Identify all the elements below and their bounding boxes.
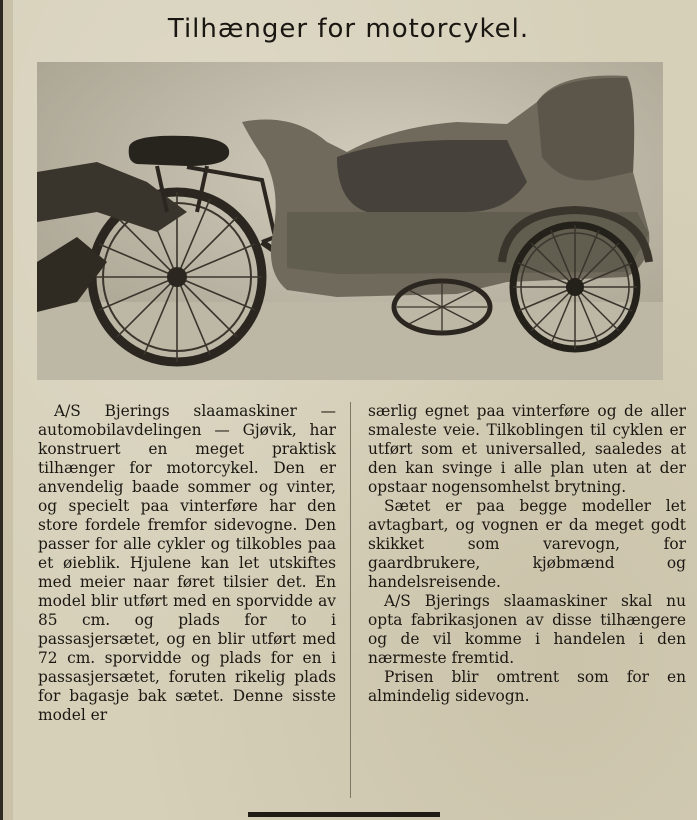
section-end-rule — [248, 812, 440, 817]
article-photo — [37, 62, 663, 380]
motorcycle-trailer-illustration — [37, 62, 663, 380]
column-divider — [350, 402, 351, 798]
paragraph: A/S Bjerings slaamaskiner — automobilavdelingen — Gjøvik, har konstruert en meget praktisk tilhænger for motorcykel. Den er anvendelig baade sommer og vinter, og specielt paa vinterføre har den store fordele fremfor sidevogne. Den passer for alle cykler og tilkobles paa et øieblik. Hjulene kan let utskiftes med meier naar føret tilsier det. En model blir utført med en sporvidde av 85 cm. og plads for to i passasjersætet, og en blir utført med 72 cm. sporvidde og plads for en i passasjersætet, foruten rikelig plads for bagasje bak sætet. Denne sisste model er — [38, 402, 336, 724]
page-margin — [3, 0, 13, 820]
paragraph: særlig egnet paa vinterføre og de aller smaleste veie. Tilkoblingen til cyklen er utført som et universalled, saaledes at den kan svinge i alle plan uten at der opstaar nogensomhelst brytning. — [368, 402, 686, 496]
paragraph: Prisen blir omtrent som for en almindelig sidevogn. — [368, 668, 686, 705]
paragraph: Sætet er paa begge modeller let avtagbart, og vognen er da meget godt skikket som varevogn, for gaardbrukere, kjøbmænd og handelsreisende. — [368, 497, 686, 591]
article-column-left — [38, 402, 336, 725]
article-column-right — [368, 402, 686, 706]
trailer-near-wheel — [513, 225, 637, 349]
article-title: Tilhænger for motorcykel. — [167, 14, 530, 44]
trailer-far-wheel — [394, 281, 490, 333]
paragraph: A/S Bjerings slaamaskiner skal nu opta fabrikasjonen av disse tilhængere og de vil komme i handelen i den nærmeste fremtid. — [368, 592, 686, 667]
